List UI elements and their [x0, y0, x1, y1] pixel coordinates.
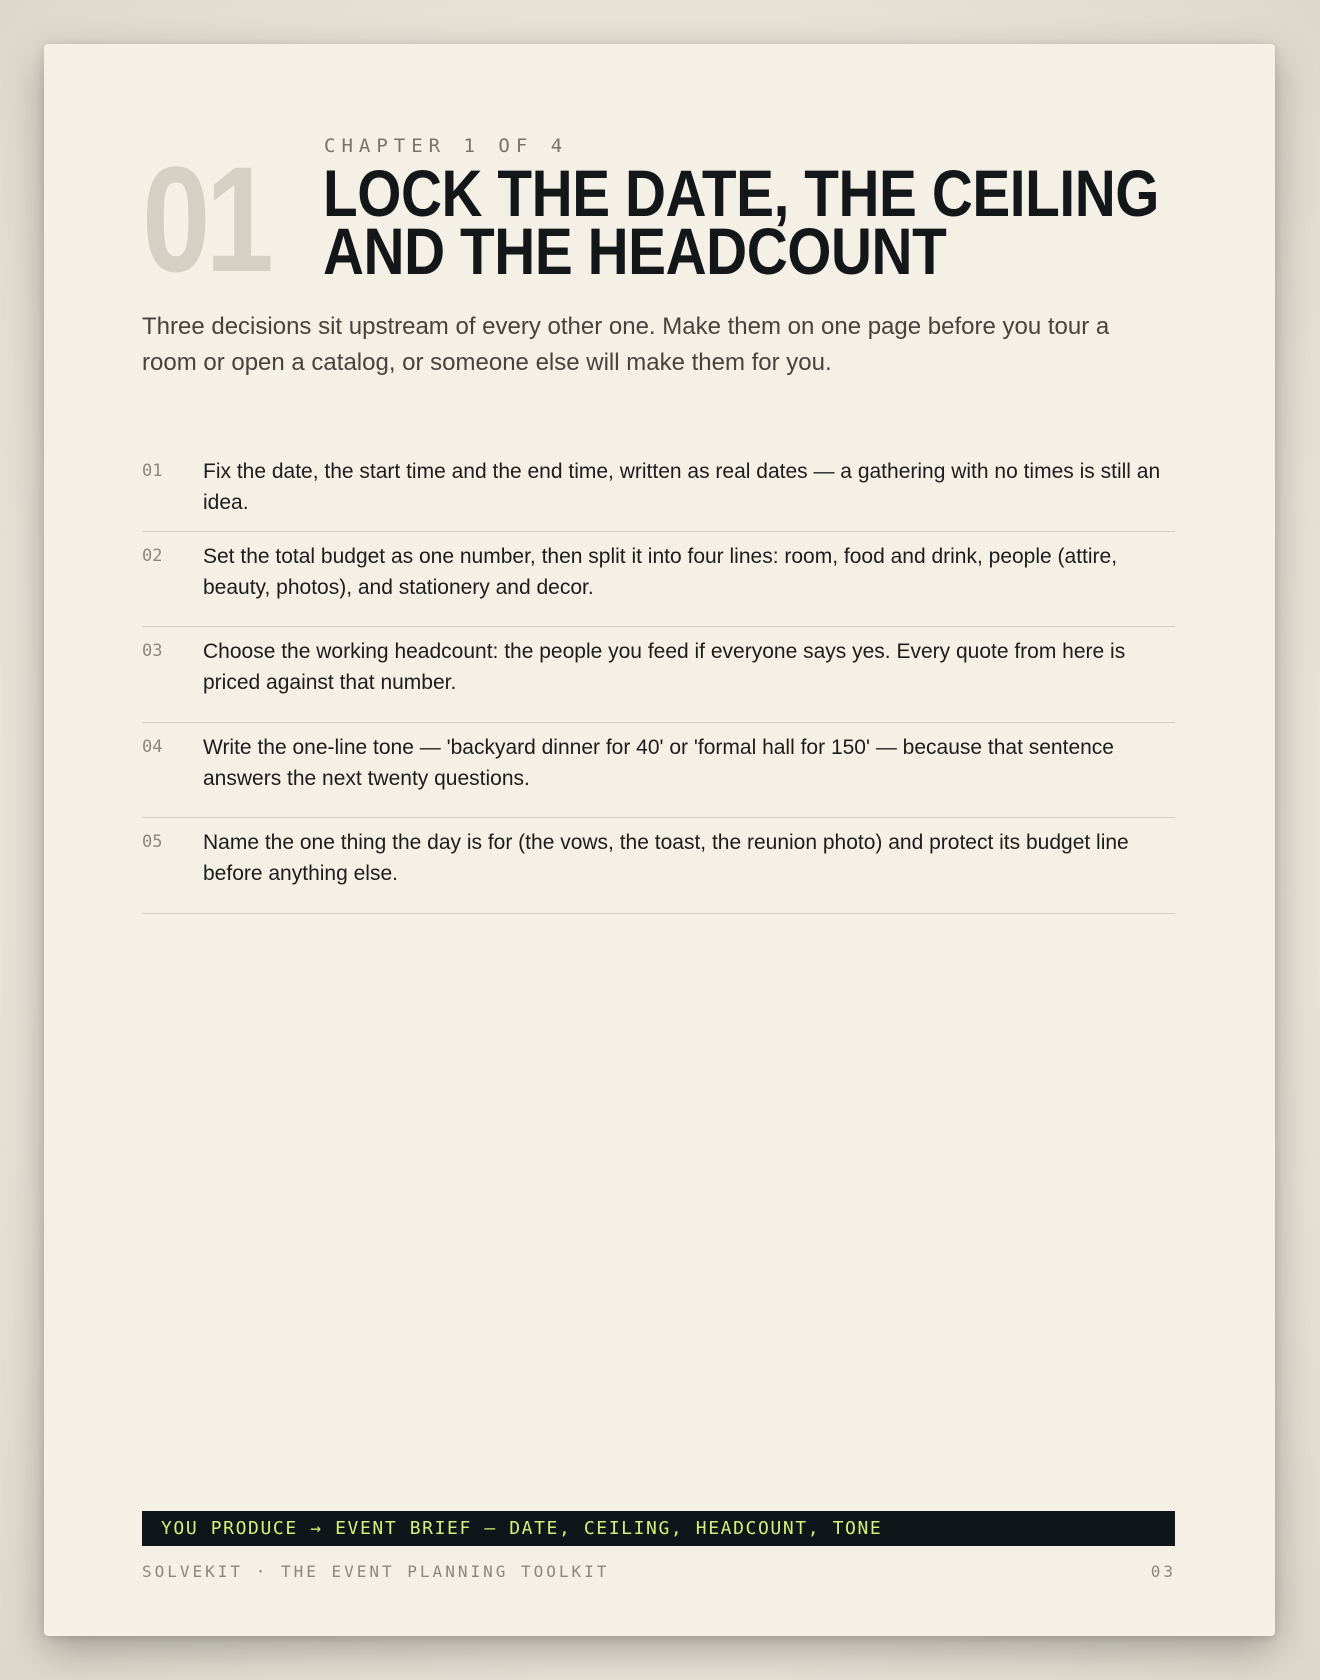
- page-number: 03: [1150, 1562, 1176, 1581]
- step-number: 03: [142, 641, 163, 661]
- step-item: [142, 627, 1175, 723]
- step-text: Fix the date, the start time and the end time, written as real dates — a gathering with no times is still an idea.: [203, 460, 1161, 514]
- steps-list: [142, 457, 1175, 914]
- step-text: Set the total budget as one number, then split it into four lines: room, food and drink, people (attire, beauty, photos), and stationery and decor.: [203, 544, 1118, 599]
- step-text: Choose the working headcount: the people you feed if everyone says yes. Every quote from here is priced against that number.: [203, 640, 1126, 694]
- footer-brand: SOLVEKIT · THE EVENT PLANNING TOOLKIT: [142, 1562, 610, 1581]
- deliverable-banner: YOU PRODUCE → EVENT BRIEF — DATE, CEILING, HEADCOUNT, TONE: [142, 1511, 1175, 1546]
- step-number: 05: [142, 832, 163, 852]
- chapter-number: 01: [142, 135, 269, 303]
- step-item: [142, 818, 1175, 914]
- step-item: [142, 723, 1175, 819]
- chapter-intro: Three decisions sit upstream of every other one. Make them on one page before you tour a room or open a catalog, or someone else will make them for you.: [142, 313, 1110, 376]
- chapter-kicker: CHAPTER 1 OF 4: [324, 135, 569, 157]
- step-number: 02: [142, 545, 163, 566]
- step-item: [142, 440, 1175, 532]
- step-number: 01: [142, 461, 163, 481]
- step-text: Name the one thing the day is for (the vows, the toast, the reunion photo) and protect its budget line before anything else.: [203, 831, 1129, 885]
- chapter-title: LOCK THE DATE, THE CEILING AND THE HEADCOUNT: [323, 156, 1160, 288]
- step-text: Write the one-line tone — 'backyard dinner for 40' or 'formal hall for 150' — because that sentence answers the next twenty questions.: [203, 735, 1114, 790]
- step-item: [142, 532, 1175, 628]
- step-number: 04: [142, 736, 163, 757]
- document-page: [44, 44, 1275, 1636]
